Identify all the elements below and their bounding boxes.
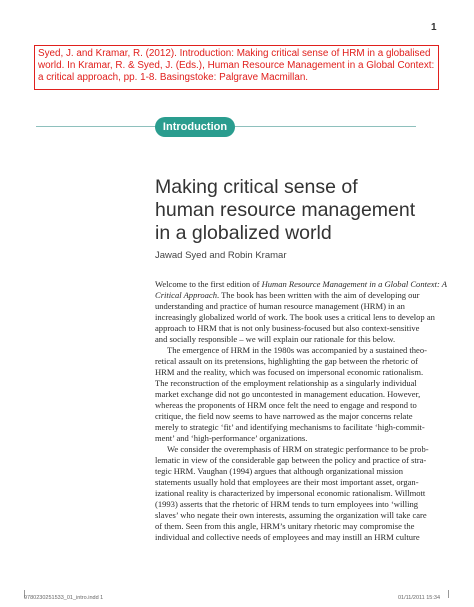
body-line: tegic HRM. Vaughan (1994) argues that although organizational mission — [155, 466, 404, 476]
body-line: approach to HRM that is not only business-focused but also context-sensitive — [155, 323, 420, 333]
body-line: retical assault on its pretensions, highlighting the gap between the rhetoric of — [155, 356, 418, 366]
body-line: increasingly globalized world of work. The book uses a critical lens to develop an — [155, 312, 435, 322]
section-label: Introduction — [155, 117, 235, 137]
print-slug-timestamp: 01/11/2011 15:34 — [398, 595, 441, 601]
page-number: 1 — [431, 22, 437, 33]
body-line: lematic in view of the considerable gap between the policy and practice of stra- — [155, 455, 427, 465]
body-line: individual and collective needs of employees and may instill an HRM culture — [155, 532, 420, 542]
body-text-run: Welcome to the first edition of — [155, 279, 262, 289]
chapter-authors: Jawad Syed and Robin Kramar — [155, 250, 287, 261]
body-line: critique, the field now seems to have narrowed as the major concerns relate — [155, 411, 413, 421]
body-text-run: . The book has been written with the aim of developing our — [216, 290, 420, 300]
body-line: and socially responsible – we will explain our rationale for this below. — [155, 334, 396, 344]
body-line: izational reality is characterized by impersonal economic rationalism. Willmott — [155, 488, 426, 498]
body-line: understanding and practice of human resource management (HRM) in an — [155, 301, 405, 311]
body-line: The emergence of HRM in the 1980s was accompanied by a sustained theo- — [167, 345, 427, 355]
book-title-italic: Critical Approach — [155, 290, 217, 300]
citation-box — [34, 45, 439, 90]
title-line-3: in a globalized world — [155, 222, 332, 244]
citation-line-3: a critical approach, pp. 1-8. Basingstoke: Palgrave Macmillan. — [38, 71, 309, 83]
paragraph-3 — [155, 444, 440, 543]
body-line: We consider the overemphasis of HRM on strategic performance to be prob- — [167, 444, 429, 454]
body-line: whereas the proponents of HRM once felt the need to engage and respond to — [155, 400, 417, 410]
body-line: merely to strategic ‘fit’ and identifying mechanisms to facilitate ‘high-commit- — [155, 422, 425, 432]
chapter-title — [155, 176, 455, 245]
body-line — [155, 290, 440, 301]
citation-line-2: world. In Kramar, R. & Syed, J. (Eds.), Human Resource Management in a Global Context: — [38, 59, 435, 71]
body-line: statements usually hold that employees are their most important asset, organ- — [155, 477, 419, 487]
body-line: The reconstruction of the employment relationship as a singularly individual — [155, 378, 417, 388]
title-line-1: Making critical sense of — [155, 176, 358, 198]
body-line: slaves’ who negate their own interests, assuming the organization will take care — [155, 510, 427, 520]
paragraph-2 — [155, 345, 440, 444]
body-line: ment’ and ‘high-performance’ organizations. — [155, 433, 308, 443]
book-title-italic: Human Resource Management in a Global Context: A — [261, 279, 447, 289]
title-line-2: human resource management — [155, 199, 416, 221]
body-line: (1993) asserts that the rhetoric of HRM tends to turn employees into ‘willing — [155, 499, 419, 509]
print-slug — [0, 594, 474, 607]
body-line: market exchange did not go uncontested in management education. However, — [155, 389, 421, 399]
paragraph-1 — [155, 279, 447, 345]
body-text — [155, 279, 447, 543]
citation-line-1: Syed, J. and Kramar, R. (2012). Introduction: Making critical sense of HRM in a globalised — [38, 48, 431, 59]
print-slug-filename: 9780230251533_01_intro.indd 1 — [24, 595, 104, 601]
body-line: HRM and the reality, which was focused on impersonal economic rationalism. — [155, 367, 424, 377]
body-line: of them. Seen from this angle, HRM’s unitary rhetoric may compromise the — [155, 521, 415, 531]
body-line — [155, 279, 447, 290]
